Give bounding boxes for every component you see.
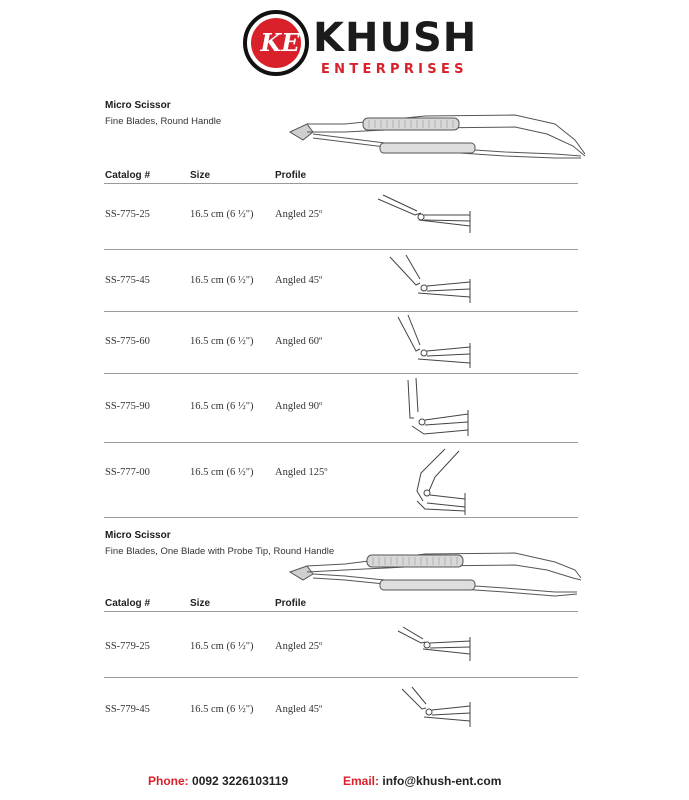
catalog-number: SS-775-90	[105, 401, 150, 412]
size-value: 16.5 cm (6 ½")	[190, 336, 254, 347]
logo-emblem	[243, 10, 309, 76]
brand-logo	[243, 6, 478, 86]
profile-value: Angled 25º	[275, 641, 323, 652]
profile-drawing-probe-45	[398, 685, 475, 733]
section-1-subtitle: Fine Blades, Round Handle	[105, 116, 222, 127]
profile-drawing-125	[405, 443, 475, 518]
divider	[104, 442, 578, 443]
col-head-catalog: Catalog #	[105, 598, 151, 609]
profile-value: Angled 45º	[275, 275, 323, 286]
profile-value: Angled 45º	[275, 704, 323, 715]
catalog-number: SS-777-00	[105, 467, 150, 478]
col-head-catalog: Catalog #	[105, 170, 151, 181]
profile-drawing-25	[375, 193, 475, 238]
profile-drawing-probe-25	[395, 625, 475, 667]
catalog-number: SS-775-60	[105, 336, 150, 347]
catalog-number: SS-775-45	[105, 275, 150, 286]
profile-drawing-90	[400, 376, 475, 441]
size-value: 16.5 cm (6 ½")	[190, 209, 254, 220]
size-value: 16.5 cm (6 ½")	[190, 641, 254, 652]
phone-label: Phone:	[148, 774, 189, 788]
footer-phone	[148, 774, 288, 788]
divider	[104, 249, 578, 250]
profile-drawing-60	[390, 313, 475, 373]
profile-value: Angled 60º	[275, 336, 323, 347]
size-value: 16.5 cm (6 ½")	[190, 467, 254, 478]
logo-emblem-fill	[251, 18, 301, 68]
catalog-number: SS-779-45	[105, 704, 150, 715]
logo-tagline: ENTERPRISES	[321, 62, 468, 77]
size-value: 16.5 cm (6 ½")	[190, 704, 254, 715]
size-value: 16.5 cm (6 ½")	[190, 401, 254, 412]
section-2-title: Micro Scissor	[105, 530, 171, 541]
profile-value: Angled 25º	[275, 209, 323, 220]
profile-drawing-45	[380, 253, 475, 308]
email-address[interactable]: info@khush-ent.com	[382, 774, 502, 788]
catalog-number: SS-775-25	[105, 209, 150, 220]
divider	[104, 611, 578, 612]
logo-monogram: KE	[260, 28, 300, 57]
divider	[104, 183, 578, 184]
col-head-size: Size	[190, 598, 211, 609]
scissor-illustration-1	[285, 110, 585, 172]
footer-email	[343, 774, 501, 788]
size-value: 16.5 cm (6 ½")	[190, 275, 254, 286]
section-1-title: Micro Scissor	[105, 100, 171, 111]
catalog-number: SS-779-25	[105, 641, 150, 652]
col-head-profile: Profile	[275, 598, 307, 609]
profile-value: Angled 90º	[275, 401, 323, 412]
phone-number[interactable]: 0092 3226103119	[192, 774, 289, 788]
logo-name: KHUSH	[313, 15, 478, 61]
divider	[104, 373, 578, 374]
col-head-profile: Profile	[275, 170, 307, 181]
section-2-subtitle: Fine Blades, One Blade with Probe Tip, Round Handle	[105, 546, 335, 557]
divider	[104, 517, 578, 518]
divider	[104, 677, 578, 678]
scissor-illustration-2	[285, 540, 585, 602]
divider	[104, 311, 578, 312]
email-label: Email:	[343, 774, 380, 788]
col-head-size: Size	[190, 170, 211, 181]
profile-value: Angled 125º	[275, 467, 328, 478]
